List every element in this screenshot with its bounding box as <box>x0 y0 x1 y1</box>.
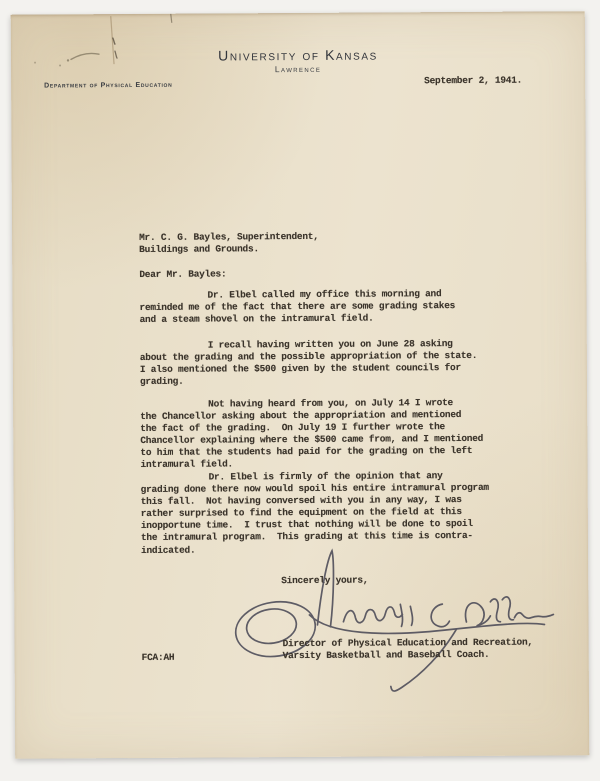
signature-forrest-c-allen <box>214 543 575 715</box>
letterhead-university: University of Kansas <box>218 46 378 64</box>
signature-titles: Director of Physical Education and Recreation, Varsity Basketball and Baseball Coach. <box>282 636 533 662</box>
letterhead-city: Lawrence <box>274 63 322 75</box>
paragraph-3: Not having heard from you, on July 14 I wrote the Chancellor asking about the appropriation and mentioned the fact of the grading. On July 19 I further wrote the Chancellor explaining where the $500 came from, and I mentioned to him that the students had paid for the grading on the left intramural field. <box>140 397 484 471</box>
salutation: Dear Mr. Bayles: <box>139 268 227 280</box>
paragraph-1: Dr. Elbel called my office this morning and reminded me of the fact that there are some grading stakes and a steam shovel on the intramural field. <box>139 288 456 326</box>
reference-initials: FCA:AH <box>141 651 175 663</box>
recipient-address: Mr. C. G. Bayles, Superintendent, Buildings and Grounds. <box>139 230 319 256</box>
paragraph-2: I recall having written you on June 28 asking about the grading and the possible appropriation of the state. I also mentioned the $500 given by the student councils for grading. <box>139 338 478 388</box>
letter-page <box>11 11 590 758</box>
letterhead-department: Department of Physical Education <box>44 81 173 90</box>
letter-date: September 2, 1941. <box>424 74 523 87</box>
paragraph-4: Dr. Elbel is firmly of the opinion that any grading done there now would spoil his entire intramural program this fall. Not having conversed with you in any way, I was rather surprised to find the equipment on the field at this inopportune time. I trust that nothing will be done to spoil the intramural program. This grading at this time is contra- indicated. <box>140 470 489 556</box>
valediction: Sincerely yours, <box>281 574 369 587</box>
